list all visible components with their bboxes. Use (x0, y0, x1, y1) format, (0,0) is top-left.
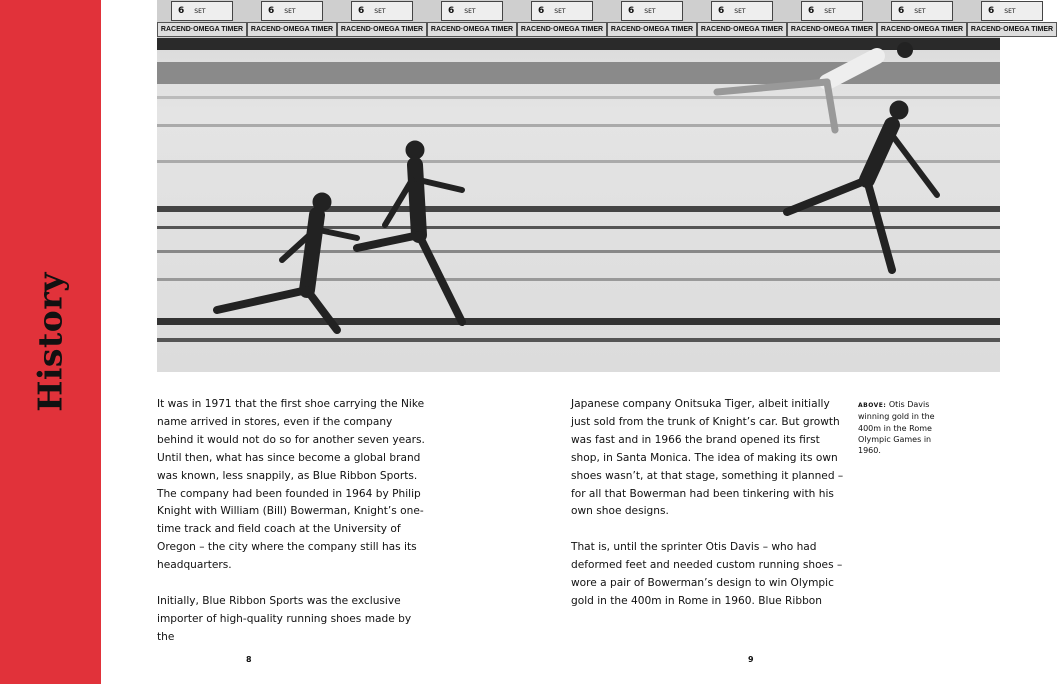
set-number: 6 (268, 6, 275, 16)
runners-illustration (157, 0, 1000, 372)
page-number-left: 8 (246, 655, 252, 664)
banner-timer-sign: RACEND·OMEGA TIMER (787, 22, 877, 37)
set-label: SET (644, 7, 656, 15)
banner-timer-sign: RACEND·OMEGA TIMER (337, 22, 427, 37)
body-paragraph: Initially, Blue Ribbon Sports was the exclusive importer of high-quality running shoes made by the (157, 594, 412, 643)
set-label: SET (914, 7, 926, 15)
banner-set-sign (441, 1, 503, 21)
set-label: SET (824, 7, 836, 15)
set-number: 6 (898, 6, 905, 16)
set-number: 6 (178, 6, 185, 16)
stadium-banner (157, 0, 1054, 38)
banner-set-sign (891, 1, 953, 21)
set-number: 6 (448, 6, 455, 16)
banner-set-sign (621, 1, 683, 21)
banner-set-sign (531, 1, 593, 21)
set-number: 6 (988, 6, 995, 16)
left-page-body (157, 396, 427, 665)
banner-timer-sign: RACEND·OMEGA TIMER (607, 22, 697, 37)
set-label: SET (734, 7, 746, 15)
set-number: 6 (358, 6, 365, 16)
caption-text: Otis Davis winning gold in the 400m in the Rome Olympic Games in 1960. (858, 400, 935, 456)
banner-set-sign (171, 1, 233, 21)
section-title: History (30, 272, 70, 412)
set-label: SET (284, 7, 296, 15)
banner-timer-sign: RACEND·OMEGA TIMER (517, 22, 607, 37)
set-number: 6 (808, 6, 815, 16)
body-paragraph: It was in 1971 that the first shoe carrying the Nike name arrived in stores, even if the company behind it would not do so for another seven years. Until then, what has since become a global brand was known, less snappily, as Blue Ribbon Sports. The company had been founded in 1964 by Philip Knight with William (Bill) Bowerman, Knight’s one-time track and field coach at the University of Oregon – the city where the company still has its headquarters. (157, 398, 425, 572)
set-label: SET (464, 7, 476, 15)
set-number: 6 (538, 6, 545, 16)
banner-timer-sign: RACEND·OMEGA TIMER (157, 22, 247, 37)
caption-label: ABOVE: (858, 402, 887, 409)
body-paragraph: That is, until the sprinter Otis Davis – who had deformed feet and needed custom running shoes – wore a pair of Bowerman’s design to win Olympic gold in the 400m in Rome in 1960. Blue Ribbon (571, 541, 843, 607)
banner-timer-sign: RACEND·OMEGA TIMER (247, 22, 337, 37)
banner-set-sign (801, 1, 863, 21)
banner-set-sign (981, 1, 1043, 21)
banner-set-sign (351, 1, 413, 21)
set-label: SET (374, 7, 386, 15)
banner-timer-sign: RACEND·OMEGA TIMER (967, 22, 1057, 37)
set-label: SET (194, 7, 206, 15)
race-photo (157, 0, 1054, 372)
set-label: SET (1004, 7, 1016, 15)
right-page-body (571, 396, 846, 629)
banner-timer-sign: RACEND·OMEGA TIMER (877, 22, 967, 37)
banner-set-sign (261, 1, 323, 21)
set-label: SET (554, 7, 566, 15)
banner-timer-sign: RACEND·OMEGA TIMER (697, 22, 787, 37)
set-number: 6 (628, 6, 635, 16)
set-number: 6 (718, 6, 725, 16)
body-paragraph: Japanese company Onitsuka Tiger, albeit initially just sold from the trunk of Knight’s car. But growth was fast and in 1966 the brand opened its first shop, in Santa Monica. The idea of making its own shoes wasn’t, at that stage, something it planned – for all that Bowerman had been tinkering with his own shoe designs. (571, 398, 844, 518)
page-number-right: 9 (748, 655, 754, 664)
banner-set-sign (711, 1, 773, 21)
photo-caption (858, 399, 948, 456)
banner-timer-sign: RACEND·OMEGA TIMER (427, 22, 517, 37)
